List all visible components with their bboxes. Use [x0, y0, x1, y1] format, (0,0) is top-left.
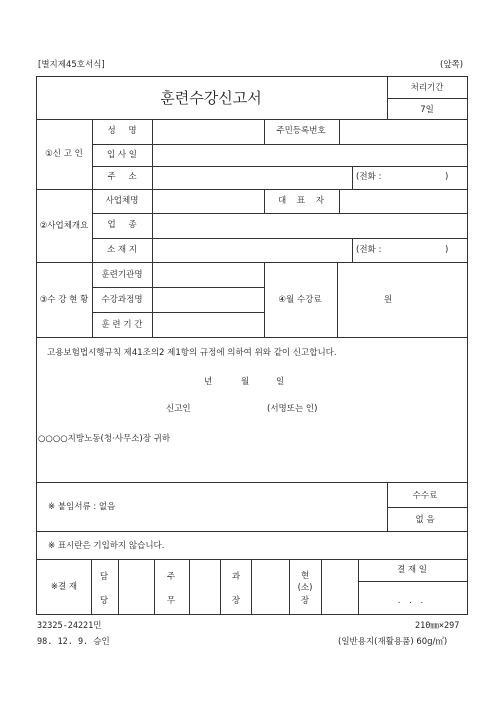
date-month-label: 월	[241, 377, 250, 387]
approval-col3-bottom: 장	[231, 596, 241, 606]
name-field[interactable]	[153, 120, 263, 144]
approval-staff-sign-box[interactable]	[119, 560, 153, 614]
signature-note: (서명또는 인)	[267, 404, 318, 414]
approval-label: ※결 재	[50, 582, 78, 592]
footer-code: 32325-24221민	[37, 621, 102, 631]
attachments-label: ※ 붙임서류 : 없음	[48, 502, 116, 512]
representative-field[interactable]	[340, 190, 466, 213]
footer-approval-date: 98. 12. 9. 승인	[37, 637, 110, 647]
approval-officer-sign-box[interactable]	[190, 560, 219, 614]
name-label: 성 명	[107, 126, 137, 136]
course-label: 수강과정명	[101, 295, 143, 305]
address-field[interactable]	[153, 167, 351, 189]
footer-paper: (일반용지(재활용품) 60g/㎡)	[338, 637, 448, 647]
declaration-statement: 고용보험법시행규칙 제41조의2 제1항의 규정에 의하여 위와 같이 신고합니다.	[47, 348, 337, 358]
processing-period-label: 처리기간	[410, 83, 444, 93]
reporter-section-label: ①신 고 인	[45, 149, 83, 159]
approval-manager-sign-box[interactable]	[252, 560, 288, 614]
hire-date-label: 입 사 일	[106, 150, 138, 160]
approval-col1-top: 담	[99, 572, 109, 582]
location-label: 소 재 지	[106, 245, 138, 255]
approval-head-sign-box[interactable]	[322, 560, 357, 614]
approval-col4-bottom: 장	[300, 596, 310, 606]
approval-date-label: 결 재 일	[396, 565, 428, 575]
approval-col4-top: 현	[300, 571, 310, 581]
approval-col4-middle: (소)	[297, 583, 313, 593]
rrn-label: 주민등록번호	[276, 126, 326, 136]
industry-field[interactable]	[153, 214, 466, 238]
fee-label: 수수료	[412, 491, 438, 501]
hire-date-field[interactable]	[153, 145, 466, 166]
fee-value: 없 음	[415, 515, 435, 525]
notice-text: ※ 표시란은 기입하지 않습니다.	[48, 541, 165, 551]
approval-col3-top: 과	[231, 572, 241, 582]
business-name-label: 사업체명	[105, 196, 139, 206]
addressee: ○○○○지방노동(청·사무소)장 귀하	[38, 434, 171, 444]
form-title: 훈련수강신고서	[160, 89, 262, 107]
business-name-field[interactable]	[153, 190, 263, 213]
representative-label: 대 표 자	[277, 196, 325, 206]
workplace-phone-label: (전화 :	[356, 245, 382, 255]
workplace-phone-close: )	[445, 245, 449, 255]
training-section-label: ③수 강 현 황	[39, 295, 89, 305]
reporter-phone-label: (전화 :	[356, 172, 382, 182]
course-field[interactable]	[153, 288, 263, 312]
date-day-label: 일	[276, 377, 285, 387]
date-year-label: 년	[204, 377, 213, 387]
workplace-section-label: ②사업체개요	[39, 221, 89, 231]
industry-label: 업 종	[107, 220, 137, 230]
institution-field[interactable]	[153, 263, 263, 287]
footer-size: 210㎜×297	[415, 621, 460, 631]
processing-period-value: 7일	[420, 105, 434, 115]
training-period-label: 훈 련 기 간	[101, 320, 143, 330]
address-label: 주 소	[107, 172, 137, 182]
fee-unit: 원	[383, 295, 393, 305]
approval-col2-top: 주	[166, 572, 176, 582]
training-period-field[interactable]	[153, 313, 263, 337]
reporter-signature-label: 신고인	[166, 404, 191, 414]
reporter-phone-close: )	[445, 172, 449, 182]
location-field[interactable]	[153, 239, 351, 262]
approval-col2-bottom: 무	[166, 596, 176, 606]
monthly-fee-label: ④월 수강료	[278, 295, 322, 305]
approval-date-dots: . . .	[397, 596, 427, 606]
approval-col1-bottom: 당	[99, 596, 109, 606]
institution-label: 훈련기관명	[101, 270, 143, 280]
form-number: [별지제45호서식]	[38, 60, 105, 70]
form-side-label: (앞쪽)	[440, 60, 464, 70]
rrn-field[interactable]	[340, 120, 466, 144]
monthly-fee-field[interactable]	[338, 263, 466, 337]
